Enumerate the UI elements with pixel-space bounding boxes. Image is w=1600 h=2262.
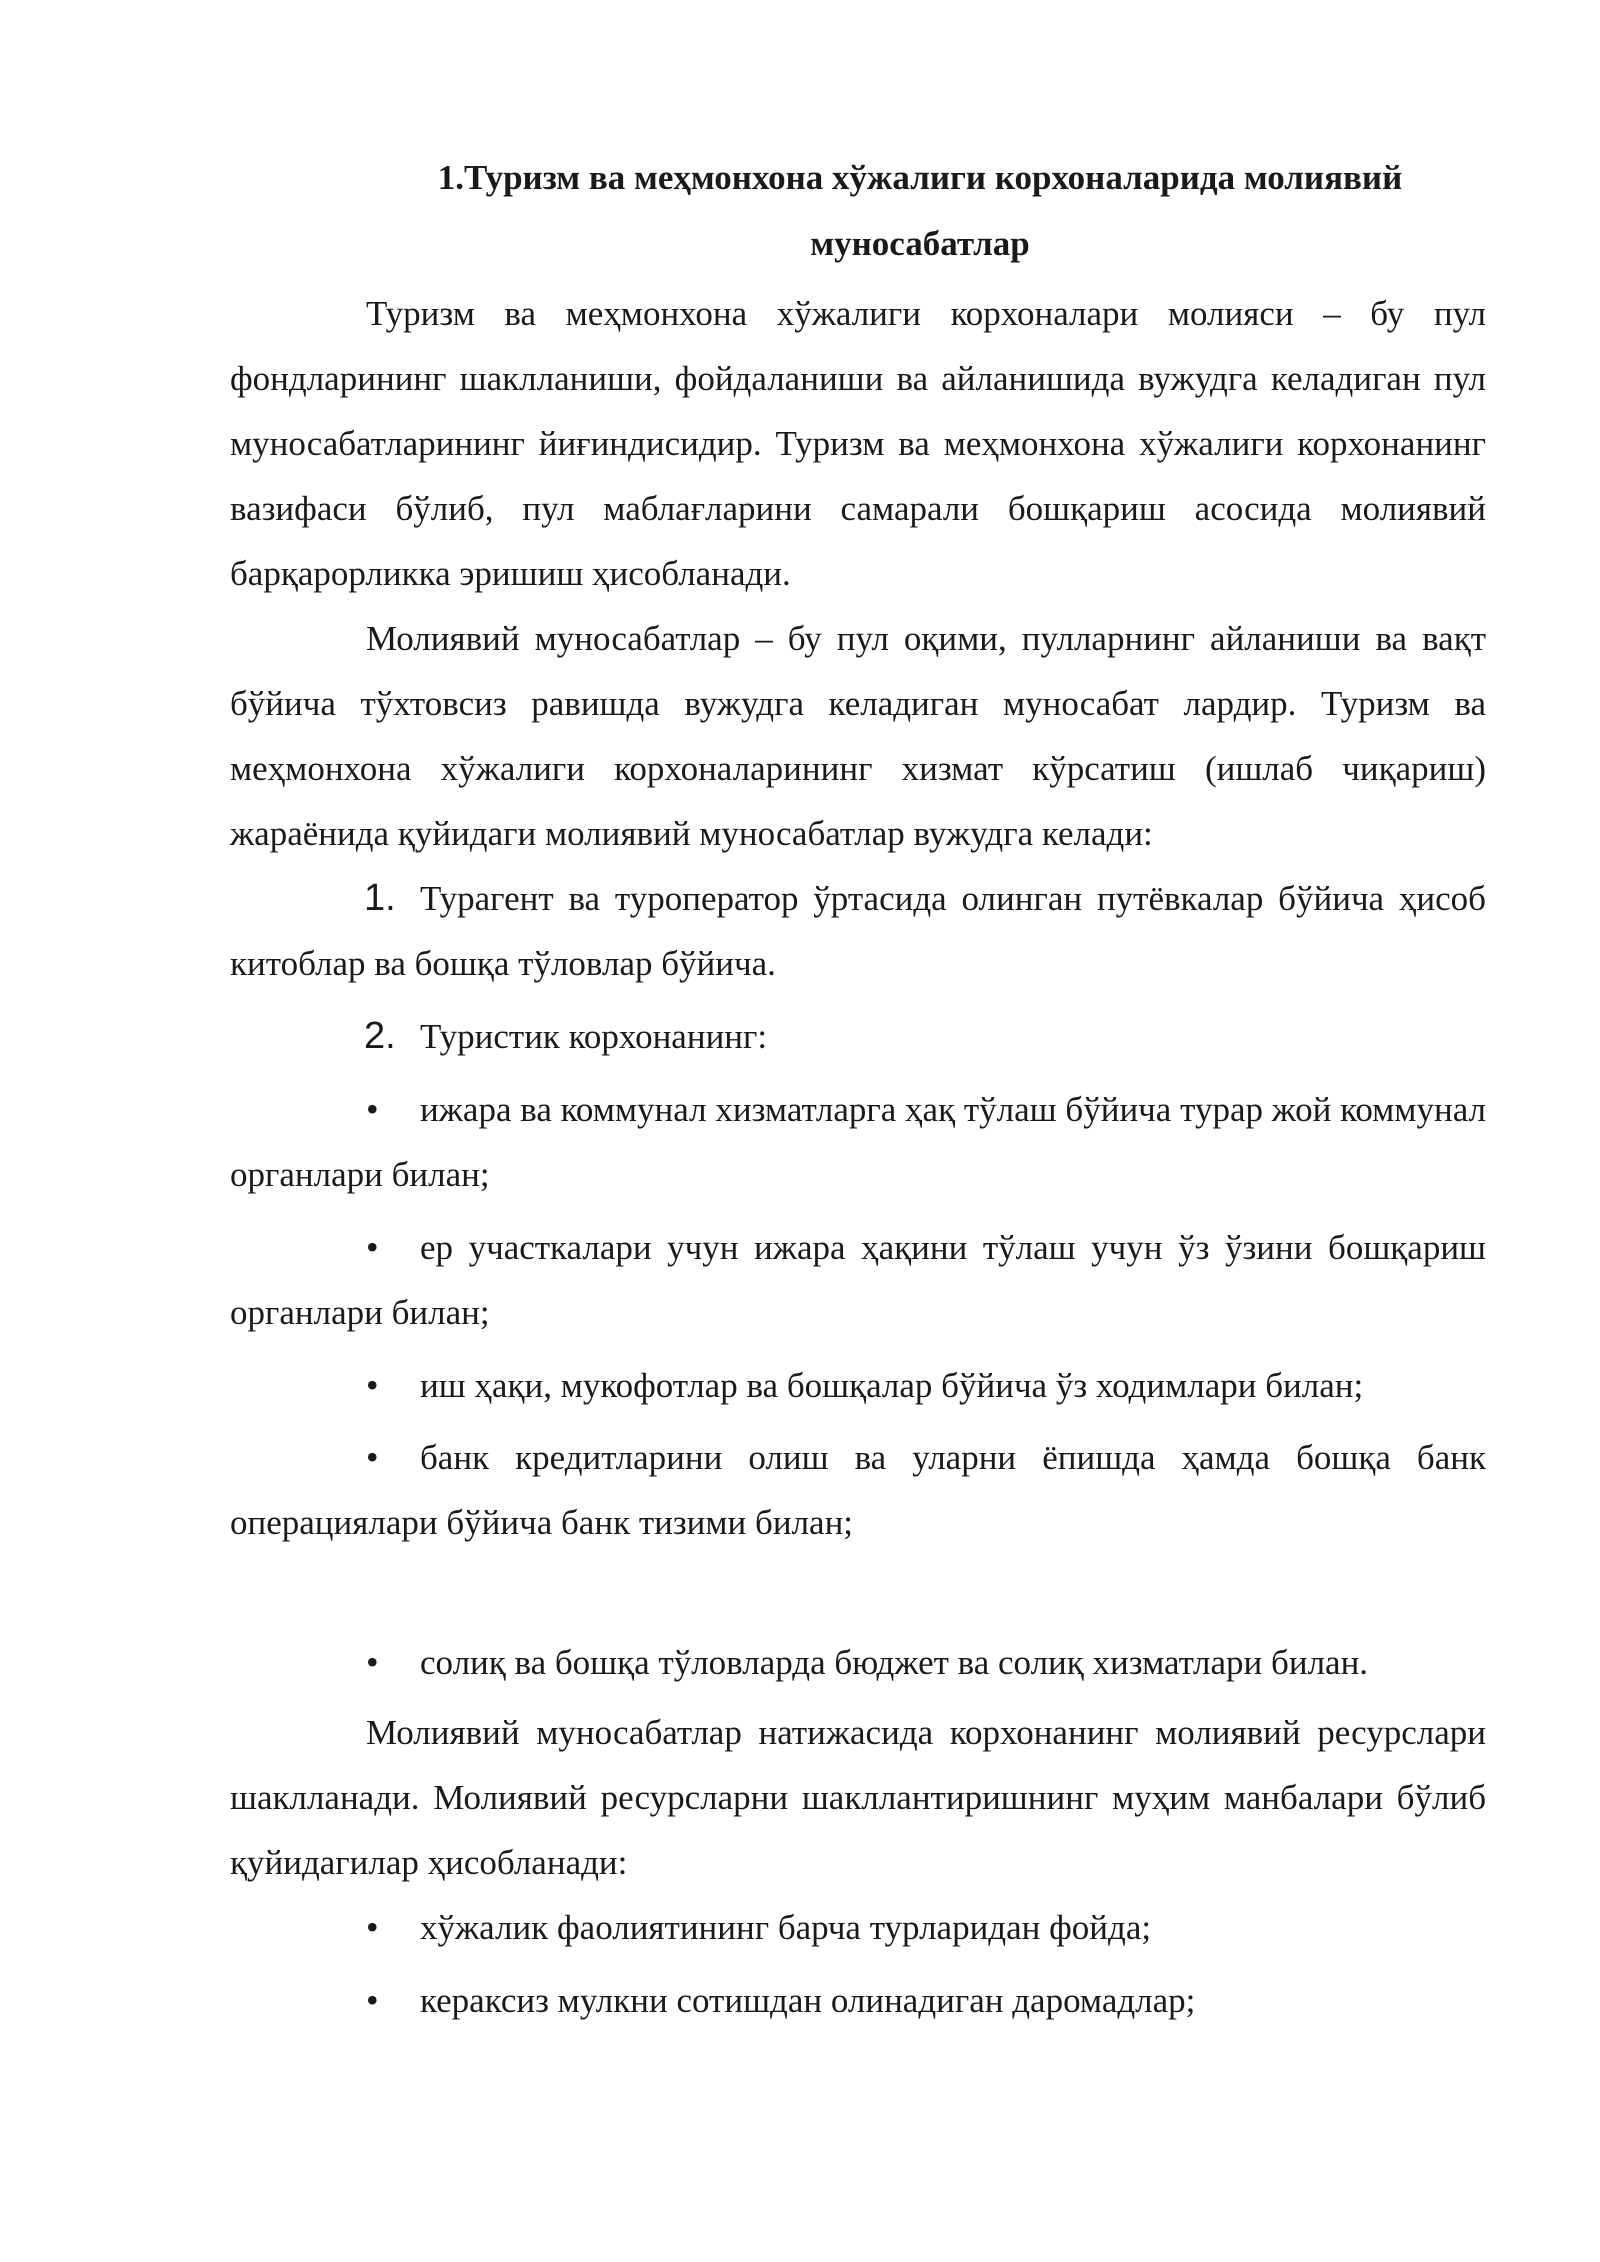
title-line-1: 1.Туризм ва меҳмонхона хўжалиги корхоналарида молиявий <box>437 158 1403 197</box>
bullet-icon: • <box>366 1227 379 1267</box>
list-number: 2. <box>364 1015 396 1057</box>
bullet-icon: • <box>366 1642 379 1682</box>
bullet-item <box>230 1968 1486 2033</box>
bullet-icon: • <box>366 1365 379 1405</box>
bullet-icon: • <box>366 1980 379 2020</box>
bullet-item <box>230 1215 1486 1345</box>
bullet-item <box>230 1630 1486 1695</box>
list-item-text: хўжалик фаолиятининг барча турларидан фойда; <box>420 1908 1152 1947</box>
bullet-item <box>230 1895 1486 1960</box>
list-item-text: ижара ва коммунал хизматларга ҳақ тўлаш бўйича турар жой коммунал органлари билан; <box>230 1090 1486 1194</box>
list-item-text: солиқ ва бошқа тўловларда бюджет ва солиқ хизматлари билан. <box>420 1643 1369 1682</box>
bullet-item <box>230 1353 1486 1418</box>
paragraph-finance-definition: Туризм ва меҳмонхона хўжалиги корхоналари молияси – бу пул фондларининг шаклланиши, фойдаланиши ва айланишида вужудга келадиган пул муносабатларининг йиғиндисидир. Туризм ва меҳмонхона хўжалиги корхонанинг вазифаси бўлиб, пул маблағларини самарали бошқариш асосида молиявий барқарорликка эришиш ҳисобланади. <box>230 294 1486 593</box>
list-item-text: Турагент ва туроператор ўртасида олинган путёвкалар бўйича ҳисоб китоблар ва бошқа тўловлар бўйича. <box>230 879 1486 983</box>
numbered-item-1 <box>230 866 1486 996</box>
paragraph-financial-relations: Молиявий муносабатлар – бу пул оқими, пулларнинг айланиши ва вақт бўйича тўхтовсиз равишда вужудга келадиган муносабат лардир. Туризм ва меҳмонхона хўжалиги корхоналарининг хизмат кўрсатиш (ишлаб чиқариш) жараёнида қуйидаги молиявий муносабатлар вужудга келади: <box>230 619 1486 853</box>
bullet-icon: • <box>366 1907 379 1947</box>
list-item-text: банк кредитларини олиш ва уларни ёпишда ҳамда бошқа банк операциялари бўйича банк тизими билан; <box>230 1438 1486 1542</box>
list-item-text: Туристик корхонанинг: <box>420 1017 768 1056</box>
bullet-item <box>230 1425 1486 1555</box>
bullet-icon: • <box>366 1437 379 1477</box>
bullet-item <box>230 1077 1486 1207</box>
list-item-text: иш ҳақи, мукофотлар ва бошқалар бўйича ўз ходимлари билан; <box>420 1366 1364 1405</box>
paragraph-financial-resources: Молиявий муносабатлар натижасида корхонанинг молиявий ресурслари шаклланади. Молиявий ресурсларни шакллантиришнинг муҳим манбалари бўлиб қуйидагилар ҳисобланади: <box>230 1713 1486 1882</box>
bullet-icon: • <box>366 1089 379 1129</box>
list-item-text: ер участкалари учун ижара ҳақини тўлаш учун ўз ўзини бошқариш органлари билан; <box>230 1228 1486 1332</box>
numbered-item-2 <box>230 1004 1486 1069</box>
page-title <box>360 145 1480 277</box>
list-number: 1. <box>364 877 396 919</box>
title-line-2: муносабатлар <box>810 224 1030 263</box>
list-item-text: кераксиз мулкни сотишдан олинадиган даромадлар; <box>420 1981 1196 2020</box>
